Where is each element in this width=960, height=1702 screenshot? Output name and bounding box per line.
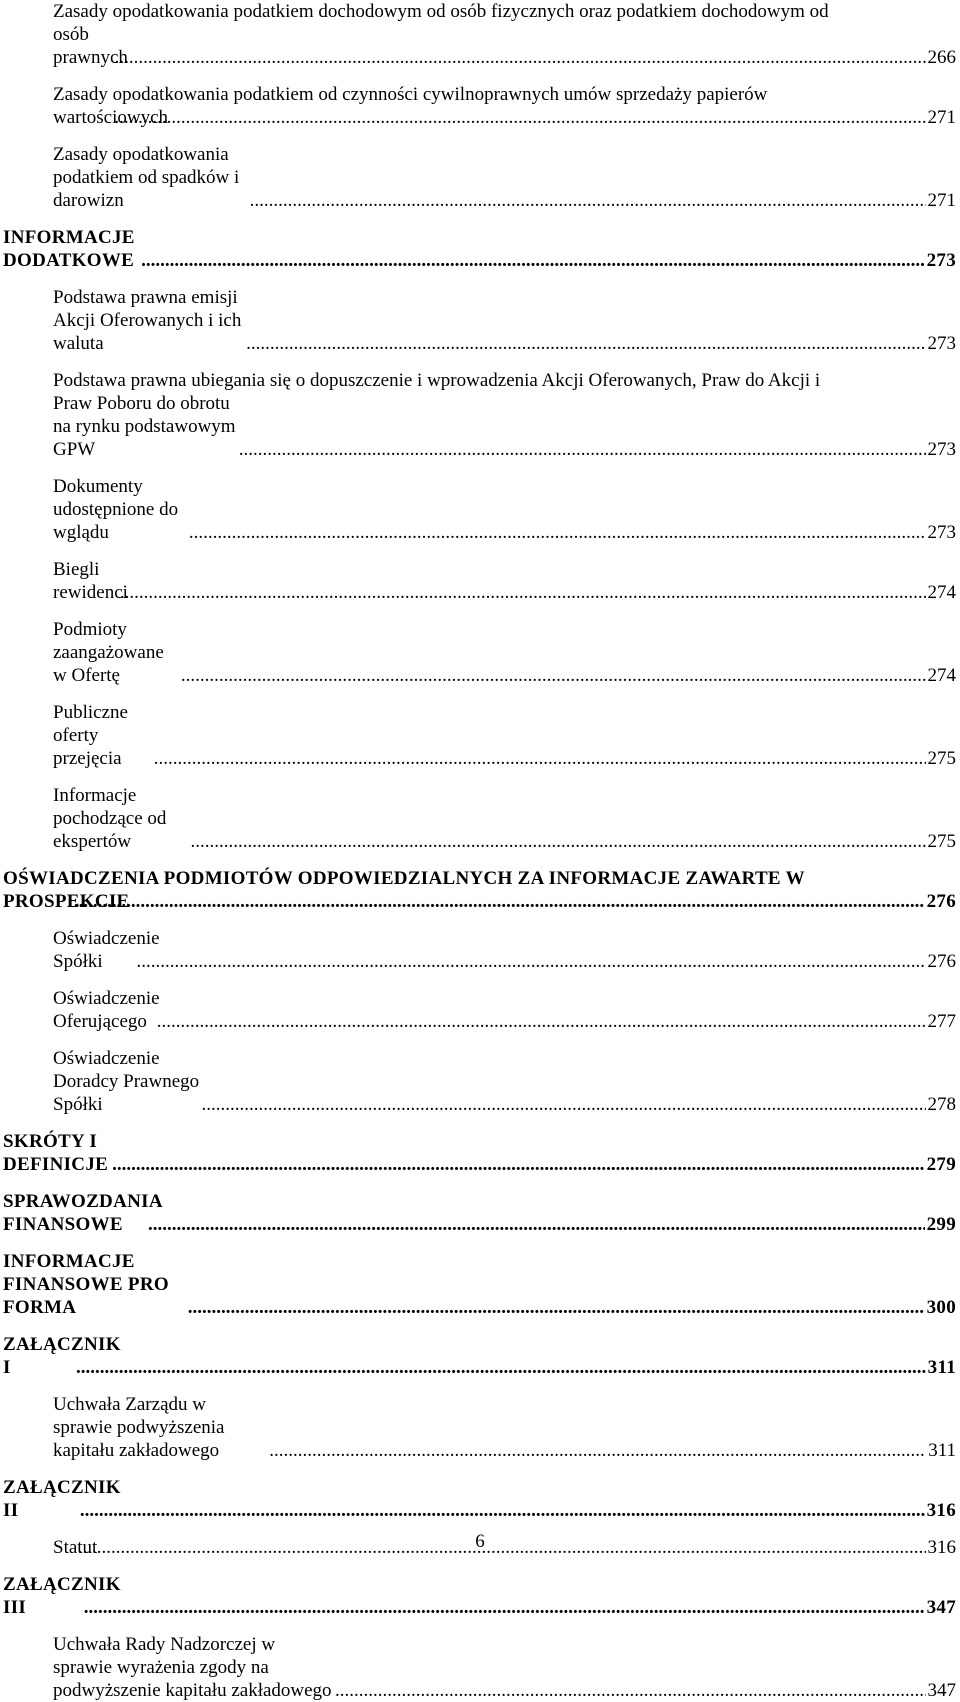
dot-leader [115,46,926,69]
dot-leader [157,1010,926,1033]
toc-subsection-entry[interactable] [3,784,956,853]
table-of-contents [3,0,956,1702]
toc-entry-title: Publiczne oferty przejęcia [53,702,128,769]
dot-leader [250,189,926,212]
toc-entry-title: Uchwała Zarządu w sprawie podwyższenia kapitału zakładowego [53,1394,225,1461]
toc-page-number: 278 [927,1094,956,1115]
toc-entry-title: Biegli rewidenci [53,559,128,603]
toc-page-number: 275 [927,748,956,769]
toc-page-number: 274 [927,665,956,686]
toc-entry-title: Podstawa prawna emisji Akcji Oferowanych i ich waluta [53,287,242,354]
toc-entry-title: INFORMACJE DODATKOWE [3,227,135,271]
toc-entry-last-line [53,23,956,69]
toc-section-entry[interactable] [3,1190,956,1236]
toc-page-number: 276 [927,951,956,972]
toc-entry-title: Oświadczenie Oferującego [53,988,160,1032]
toc-entry-title: Praw Poboru do obrotu na rynku podstawowym GPW [53,393,236,460]
toc-entry-title: INFORMACJE FINANSOWE PRO FORMA [3,1251,169,1318]
toc-entry-title: ZAŁĄCZNIK II [3,1477,121,1521]
toc-subsection-entry[interactable] [3,369,956,461]
toc-section-entry[interactable] [3,867,956,913]
dot-leader [269,1439,926,1462]
toc-subsection-entry[interactable] [3,1047,956,1116]
dot-leader [189,521,926,544]
toc-section-entry[interactable] [3,1476,956,1522]
toc-entry-title: Statut [53,1537,98,1558]
toc-entry-title: ZAŁĄCZNIK I [3,1334,121,1378]
toc-page-number: 316 [927,1537,956,1558]
dot-leader [148,1213,925,1236]
toc-page-number: 275 [927,831,956,852]
toc-page-number: 311 [928,1440,956,1461]
dot-leader [137,950,926,973]
toc-subsection-entry[interactable] [3,987,956,1033]
toc-subsection-entry[interactable] [3,0,956,69]
toc-page-number: 273 [927,522,956,543]
toc-section-entry[interactable] [3,1250,956,1319]
toc-entry-title-line: Zasady opodatkowania podatkiem dochodowym od osób fizycznych oraz podatkiem dochodowym od [53,1,829,22]
toc-entry-last-line [3,890,956,913]
toc-page-number: 311 [927,1357,956,1378]
toc-section-entry[interactable] [3,226,956,272]
dot-leader [114,106,925,129]
toc-subsection-entry[interactable] [3,1633,956,1702]
dot-leader [188,1296,925,1319]
dot-leader [246,332,925,355]
dot-leader [154,747,926,770]
toc-entry-title: Dokumenty udostępnione do wglądu [53,476,179,543]
toc-page-number: 274 [927,582,956,603]
toc-page-number: 300 [926,1297,956,1318]
toc-page-number: 347 [926,1597,956,1618]
toc-entry-title: Uchwała Rady Nadzorczej w sprawie wyrażenia zgody na podwyższenie kapitału zakładowego [53,1634,332,1701]
dot-leader [202,1093,926,1116]
toc-subsection-entry[interactable] [3,1393,956,1462]
dot-leader [112,1153,924,1176]
toc-page-number: 299 [926,1214,956,1235]
toc-subsection-entry[interactable] [3,143,956,212]
toc-page-number: 271 [927,107,956,128]
toc-entry-title: SPRAWOZDANIA FINANSOWE [3,1191,162,1235]
toc-entry-title: osób prawnych [53,24,128,68]
toc-entry-last-line [53,392,956,461]
toc-entry-title-line: Podstawa prawna ubiegania się o dopuszczenie i wprowadzenia Akcji Oferowanych, Praw do Akcji i [53,370,821,391]
toc-subsection-entry[interactable] [3,286,956,355]
dot-leader [141,249,924,272]
toc-page-number: 266 [927,47,956,68]
toc-entry-title: Zasady opodatkowania podatkiem od spadków i darowizn [53,144,240,211]
dot-leader [335,1679,926,1702]
toc-entry-title: PROSPEKCIE [3,891,130,912]
toc-subsection-entry[interactable] [3,83,956,129]
dot-leader [120,581,926,604]
dot-leader [181,664,926,687]
toc-entry-title: Oświadczenie Spółki [53,928,160,972]
dot-leader [76,1356,926,1379]
toc-subsection-entry[interactable] [3,927,956,973]
dot-leader [191,830,926,853]
toc-page-number: 277 [927,1011,956,1032]
toc-page-number: 347 [927,1680,956,1701]
toc-page-number: 316 [926,1500,956,1521]
toc-page-number: 273 [927,439,956,460]
toc-entry-title: wartościowych [53,107,169,128]
toc-subsection-entry[interactable] [3,701,956,770]
toc-entry-title-line: OŚWIADCZENIA PODMIOTÓW ODPOWIEDZIALNYCH ZA INFORMACJE ZAWARTE W [3,868,805,889]
toc-page-number: 273 [926,250,956,271]
toc-page-number: 279 [926,1154,956,1175]
toc-page-number: 273 [927,333,956,354]
dot-leader [74,890,925,913]
toc-subsection-entry[interactable] [3,618,956,687]
dot-leader [239,438,926,461]
toc-subsection-entry[interactable] [3,475,956,544]
toc-page-number: 271 [927,190,956,211]
dot-leader [84,1596,925,1619]
toc-page-number: 276 [926,891,956,912]
page-number: 6 [475,1531,485,1552]
toc-entry-title: ZAŁĄCZNIK III [3,1574,121,1618]
toc-entry-title: SKRÓTY I DEFINICJE [3,1131,109,1175]
toc-entry-title: Podmioty zaangażowane w Ofertę [53,619,164,686]
dot-leader [80,1499,925,1522]
toc-section-entry[interactable] [3,1333,956,1379]
toc-entry-title: Informacje pochodzące od ekspertów [53,785,167,852]
toc-entry-title-line: Zasady opodatkowania podatkiem od czynności cywilnoprawnych umów sprzedaży papierów [53,84,768,105]
toc-entry-title: Oświadczenie Doradcy Prawnego Spółki [53,1048,200,1115]
toc-section-entry[interactable] [3,1130,956,1176]
toc-entry-last-line [53,106,956,129]
toc-section-entry[interactable] [3,1573,956,1619]
toc-subsection-entry[interactable] [3,558,956,604]
